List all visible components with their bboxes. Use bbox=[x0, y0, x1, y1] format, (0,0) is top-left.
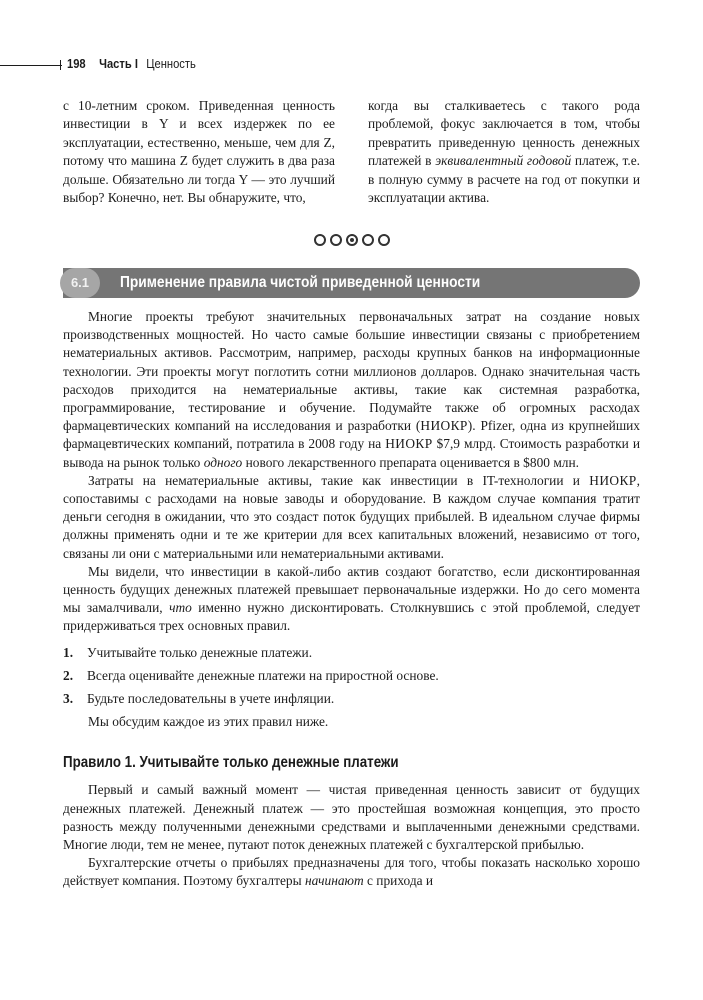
rules-closing-text: Мы обсудим каждое из этих правил ниже. bbox=[88, 714, 329, 730]
running-head-text bbox=[67, 56, 196, 71]
paragraph-text: Затраты на нематериальные активы, такие как инвестиции в IT-технологии и bbox=[88, 472, 590, 488]
ornament-dotted-circle-icon bbox=[346, 234, 358, 246]
list-item-text: Учитывайте только денежные платежи. bbox=[87, 644, 313, 660]
right-column-text-a: когда вы сталкиваетесь с такого рода проблемой, фокус заключается в том, чтобы превратить приведенную ценность денежных платежей в bbox=[368, 98, 640, 169]
body-paragraph bbox=[63, 563, 640, 636]
right-column-text-b: платеж, т.е. в полную сумму в расчете на год от покупки и эксплуатации актива. bbox=[368, 153, 640, 206]
paragraph-text: Многие проекты требуют значительных первоначальных затрат на создание новых производственных мощностей. Но часто самые большие инвестиции связаны с приобретением нематериальных активов. Рассмотрим, например, расходы крупных банков на информационные технологии. Эти проекты могут поглотить сотни миллионов долларов. Однако значительная часть расходов приходится на нематериальные активы, такие как системная разработка, программирование, тестирование и обучение. Подумайте также об огромных расходах фармацевтических компаний на исследования и разработки ( bbox=[63, 309, 640, 434]
paragraph-text: нового лекарственного препарата оценивается в $800 млн. bbox=[242, 454, 579, 470]
body-paragraph bbox=[63, 472, 640, 563]
paragraph-text: ). Pfizer, одна из крупнейших фармацевтических компаний, потратила в 2008 году на bbox=[63, 418, 640, 452]
list-item-number: 3. bbox=[63, 691, 74, 707]
list-item bbox=[63, 644, 640, 662]
ornament-circle-icon bbox=[362, 234, 374, 246]
ornament-circle-icon bbox=[330, 234, 342, 246]
ornament-circle-icon bbox=[378, 234, 390, 246]
paragraph-text: $7,9 млрд. Стоимость разработки и вывода на рынок только bbox=[63, 436, 640, 470]
abbreviation: НИОКР bbox=[385, 436, 433, 452]
body-paragraph bbox=[63, 854, 640, 890]
section-heading-bar bbox=[63, 268, 640, 298]
section-number-badge: 6.1 bbox=[60, 268, 100, 298]
paragraph-text: с прихода и bbox=[363, 873, 434, 889]
running-head-tick bbox=[60, 60, 61, 70]
paragraph-text: Бухгалтерские отчеты о прибылях предназначены для того, чтобы показать насколько хорошо действует компания. Поэтому бухгалтеры bbox=[63, 855, 640, 889]
running-head-rule bbox=[0, 65, 62, 66]
right-column-italic: эквивалентный годовой bbox=[435, 153, 572, 169]
emphasis: что bbox=[169, 600, 192, 616]
rules-list bbox=[63, 644, 640, 709]
list-item-text: Будьте последовательны в учете инфляции. bbox=[87, 691, 335, 707]
right-column-text bbox=[368, 97, 640, 207]
abbreviation: НИОКР bbox=[589, 472, 637, 488]
section-divider-ornament bbox=[0, 234, 703, 246]
left-column-text: с 10-летним сроком. Приведенная ценность инвестиции в Y и всех издержек по ее эксплуатации, естественно, меньше, чем для Z, потому что машина Z будет служить в два раза дольше. Обязательно ли тогда Y — это лучший выбор? Конечно, нет. Вы обнаружите, что, bbox=[63, 98, 335, 206]
section-title: Применение правила чистой приведенной ценности bbox=[120, 274, 481, 291]
running-head bbox=[0, 56, 640, 76]
body-paragraph bbox=[63, 308, 640, 472]
body-text bbox=[63, 308, 640, 891]
emphasis: начинают bbox=[304, 873, 364, 889]
part-title: Ценность bbox=[146, 56, 196, 71]
paragraph-text: , сопоставимы с расходами на новые заводы и оборудование. В каждом случае компания тратит деньги сегодня в ожидании, что это создаст поток будущих прибылей. В идеальном случае фирмы должны применять одни и те же критерии для всех капитальных вложений, независимо от того, связаны ли они с материальными или нематериальными активами. bbox=[63, 472, 640, 561]
emphasis: одного bbox=[203, 454, 243, 470]
list-item-number: 1. bbox=[63, 644, 74, 660]
page-number: 198 bbox=[67, 56, 86, 71]
list-item bbox=[63, 667, 640, 685]
part-label: Часть I bbox=[99, 56, 138, 71]
list-item bbox=[63, 690, 640, 708]
list-item-text: Всегда оценивайте денежные платежи на приростной основе. bbox=[87, 667, 439, 683]
body-paragraph: Первый и самый важный момент — чистая приведенная ценность зависит от будущих денежных платежей. Денежный платеж — это простейшая возможная концепция, это просто разность между полученными денежными средствами и выплаченными денежными средствами. Многие люди, тем не менее, путают поток денежных платежей с бухгалтерской прибылью. bbox=[63, 782, 640, 853]
list-item-number: 2. bbox=[63, 667, 74, 683]
paragraph-text: Мы видели, что инвестиции в какой-либо актив создают богатство, если дисконтированная ценность будущих денежных платежей превышает первоначальные издержки. Но до сего момента мы замалчивали, bbox=[63, 563, 640, 616]
abbreviation: НИОКР bbox=[420, 418, 468, 434]
left-column bbox=[63, 97, 335, 207]
paragraph-text: именно нужно дисконтировать. Столкнувшись с этой проблемой, следует придерживаться трех основных правил. bbox=[63, 600, 640, 634]
rule-1-heading: Правило 1. Учитывайте только денежные платежи bbox=[63, 754, 399, 772]
ornament-circle-icon bbox=[314, 234, 326, 246]
right-column bbox=[368, 97, 640, 207]
